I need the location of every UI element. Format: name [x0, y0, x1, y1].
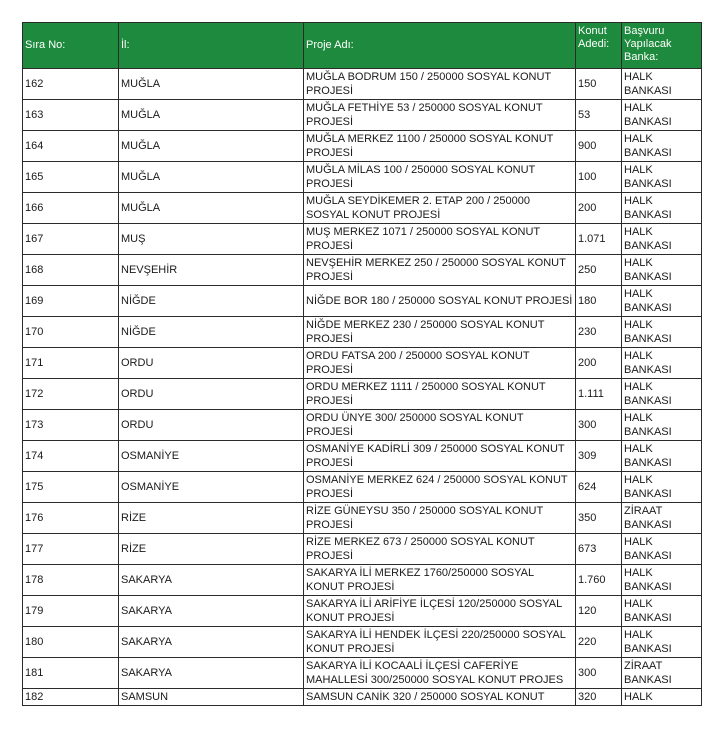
cell-sira-no: 176	[23, 503, 119, 534]
cell-banka: HALK BANKASI	[622, 596, 702, 627]
cell-sira-no: 173	[23, 410, 119, 441]
cell-konut-adedi: 100	[576, 162, 622, 193]
cell-sira-no: 182	[23, 689, 119, 706]
cell-konut-adedi: 120	[576, 596, 622, 627]
table-row	[23, 689, 702, 706]
cell-il: MUĞLA	[119, 193, 304, 224]
cell-banka: HALK BANKASI	[622, 472, 702, 503]
table-row	[23, 658, 702, 689]
cell-banka: ZİRAAT BANKASI	[622, 503, 702, 534]
cell-banka: HALK BANKASI	[622, 131, 702, 162]
cell-proje-adi: MUŞ MERKEZ 1071 / 250000 SOSYAL KONUT PROJESİ	[304, 224, 576, 255]
cell-banka: HALK BANKASI	[622, 69, 702, 100]
header-sira: Sıra No:	[23, 23, 119, 69]
cell-sira-no: 168	[23, 255, 119, 286]
cell-il: SAKARYA	[119, 658, 304, 689]
cell-konut-adedi: 1.071	[576, 224, 622, 255]
table-row	[23, 193, 702, 224]
cell-proje-adi: SAMSUN CANİK 320 / 250000 SOSYAL KONUT	[304, 689, 576, 706]
cell-konut-adedi: 309	[576, 441, 622, 472]
cell-proje-adi: MUĞLA FETHİYE 53 / 250000 SOSYAL KONUT PROJESİ	[304, 100, 576, 131]
cell-il: ORDU	[119, 379, 304, 410]
cell-proje-adi: RİZE GÜNEYSU 350 / 250000 SOSYAL KONUT PROJESİ	[304, 503, 576, 534]
cell-sira-no: 181	[23, 658, 119, 689]
cell-banka: HALK	[622, 689, 702, 706]
cell-sira-no: 166	[23, 193, 119, 224]
cell-sira-no: 179	[23, 596, 119, 627]
cell-proje-adi: SAKARYA İLİ HENDEK İLÇESİ 220/250000 SOSYAL KONUT PROJESİ	[304, 627, 576, 658]
cell-banka: HALK BANKASI	[622, 534, 702, 565]
cell-sira-no: 177	[23, 534, 119, 565]
table-row	[23, 627, 702, 658]
cell-proje-adi: ORDU MERKEZ 1111 / 250000 SOSYAL KONUT PROJESİ	[304, 379, 576, 410]
table-row	[23, 348, 702, 379]
cell-banka: HALK BANKASI	[622, 565, 702, 596]
cell-banka: HALK BANKASI	[622, 348, 702, 379]
cell-il: OSMANİYE	[119, 472, 304, 503]
cell-sira-no: 167	[23, 224, 119, 255]
cell-konut-adedi: 150	[576, 69, 622, 100]
cell-sira-no: 178	[23, 565, 119, 596]
cell-konut-adedi: 1.760	[576, 565, 622, 596]
cell-sira-no: 165	[23, 162, 119, 193]
cell-sira-no: 163	[23, 100, 119, 131]
cell-banka: HALK BANKASI	[622, 286, 702, 317]
cell-banka: HALK BANKASI	[622, 410, 702, 441]
cell-banka: HALK BANKASI	[622, 379, 702, 410]
cell-il: MUŞ	[119, 224, 304, 255]
header-proje: Proje Adı:	[304, 23, 576, 69]
cell-proje-adi: MUĞLA SEYDİKEMER 2. ETAP 200 / 250000 SOSYAL KONUT PROJESİ	[304, 193, 576, 224]
cell-konut-adedi: 230	[576, 317, 622, 348]
cell-konut-adedi: 320	[576, 689, 622, 706]
table-row	[23, 410, 702, 441]
cell-sira-no: 175	[23, 472, 119, 503]
cell-banka: ZİRAAT BANKASI	[622, 658, 702, 689]
cell-proje-adi: MUĞLA MİLAS 100 / 250000 SOSYAL KONUT PROJESİ	[304, 162, 576, 193]
cell-proje-adi: NİĞDE BOR 180 / 250000 SOSYAL KONUT PROJESİ	[304, 286, 576, 317]
cell-proje-adi: ORDU FATSA 200 / 250000 SOSYAL KONUT PROJESİ	[304, 348, 576, 379]
cell-konut-adedi: 180	[576, 286, 622, 317]
cell-il: MUĞLA	[119, 69, 304, 100]
cell-proje-adi: NEVŞEHİR MERKEZ 250 / 250000 SOSYAL KONUT PROJESİ	[304, 255, 576, 286]
cell-proje-adi: NİĞDE MERKEZ 230 / 250000 SOSYAL KONUT PROJESİ	[304, 317, 576, 348]
table-row	[23, 100, 702, 131]
cell-il: MUĞLA	[119, 162, 304, 193]
cell-banka: HALK BANKASI	[622, 100, 702, 131]
cell-konut-adedi: 624	[576, 472, 622, 503]
cell-proje-adi: SAKARYA İLİ ARİFİYE İLÇESİ 120/250000 SOSYAL KONUT PROJESİ	[304, 596, 576, 627]
table-row	[23, 534, 702, 565]
table-row	[23, 224, 702, 255]
cell-proje-adi: SAKARYA İLİ KOCAALİ İLÇESİ CAFERİYE MAHALLESİ 300/250000 SOSYAL KONUT PROJES	[304, 658, 576, 689]
cell-sira-no: 162	[23, 69, 119, 100]
cell-banka: HALK BANKASI	[622, 255, 702, 286]
cell-il: RİZE	[119, 534, 304, 565]
table-row	[23, 162, 702, 193]
cell-konut-adedi: 300	[576, 658, 622, 689]
table-row	[23, 472, 702, 503]
cell-konut-adedi: 250	[576, 255, 622, 286]
cell-banka: HALK BANKASI	[622, 317, 702, 348]
header-banka: Başvuru Yapılacak Banka:	[622, 23, 702, 69]
cell-proje-adi: MUĞLA BODRUM 150 / 250000 SOSYAL KONUT PROJESİ	[304, 69, 576, 100]
cell-il: SAKARYA	[119, 627, 304, 658]
cell-il: SAKARYA	[119, 565, 304, 596]
cell-il: RİZE	[119, 503, 304, 534]
cell-il: OSMANİYE	[119, 441, 304, 472]
cell-banka: HALK BANKASI	[622, 441, 702, 472]
cell-banka: HALK BANKASI	[622, 627, 702, 658]
cell-il: ORDU	[119, 410, 304, 441]
cell-konut-adedi: 673	[576, 534, 622, 565]
cell-konut-adedi: 200	[576, 193, 622, 224]
table-row	[23, 441, 702, 472]
cell-konut-adedi: 350	[576, 503, 622, 534]
cell-konut-adedi: 220	[576, 627, 622, 658]
cell-sira-no: 164	[23, 131, 119, 162]
table-row	[23, 565, 702, 596]
cell-il: NEVŞEHİR	[119, 255, 304, 286]
cell-konut-adedi: 200	[576, 348, 622, 379]
cell-il: NİĞDE	[119, 286, 304, 317]
cell-banka: HALK BANKASI	[622, 224, 702, 255]
cell-il: MUĞLA	[119, 131, 304, 162]
cell-sira-no: 169	[23, 286, 119, 317]
cell-il: NİĞDE	[119, 317, 304, 348]
cell-sira-no: 180	[23, 627, 119, 658]
table-row	[23, 255, 702, 286]
cell-proje-adi: OSMANİYE MERKEZ 624 / 250000 SOSYAL KONUT PROJESİ	[304, 472, 576, 503]
cell-banka: HALK BANKASI	[622, 162, 702, 193]
cell-il: SAKARYA	[119, 596, 304, 627]
table-row	[23, 379, 702, 410]
cell-konut-adedi: 53	[576, 100, 622, 131]
header-il: İl:	[119, 23, 304, 69]
cell-proje-adi: ORDU ÜNYE 300/ 250000 SOSYAL KONUT PROJESİ	[304, 410, 576, 441]
cell-il: SAMSUN	[119, 689, 304, 706]
table-row	[23, 503, 702, 534]
cell-konut-adedi: 1.111	[576, 379, 622, 410]
cell-proje-adi: MUĞLA MERKEZ 1100 / 250000 SOSYAL KONUT PROJESİ	[304, 131, 576, 162]
cell-sira-no: 170	[23, 317, 119, 348]
cell-sira-no: 172	[23, 379, 119, 410]
cell-il: ORDU	[119, 348, 304, 379]
cell-konut-adedi: 900	[576, 131, 622, 162]
table-row	[23, 286, 702, 317]
table-body	[23, 69, 702, 706]
cell-sira-no: 171	[23, 348, 119, 379]
table-row	[23, 131, 702, 162]
cell-konut-adedi: 300	[576, 410, 622, 441]
cell-proje-adi: SAKARYA İLİ MERKEZ 1760/250000 SOSYAL KONUT PROJESİ	[304, 565, 576, 596]
cell-proje-adi: OSMANİYE KADİRLİ 309 / 250000 SOSYAL KONUT PROJESİ	[304, 441, 576, 472]
table-row	[23, 69, 702, 100]
table-row	[23, 317, 702, 348]
header-konut: Konut Adedi:	[576, 23, 622, 69]
cell-sira-no: 174	[23, 441, 119, 472]
table-header-row	[23, 23, 702, 69]
cell-il: MUĞLA	[119, 100, 304, 131]
cell-banka: HALK BANKASI	[622, 193, 702, 224]
cell-proje-adi: RİZE MERKEZ 673 / 250000 SOSYAL KONUT PROJESİ	[304, 534, 576, 565]
table-row	[23, 596, 702, 627]
housing-projects-table	[22, 22, 702, 706]
